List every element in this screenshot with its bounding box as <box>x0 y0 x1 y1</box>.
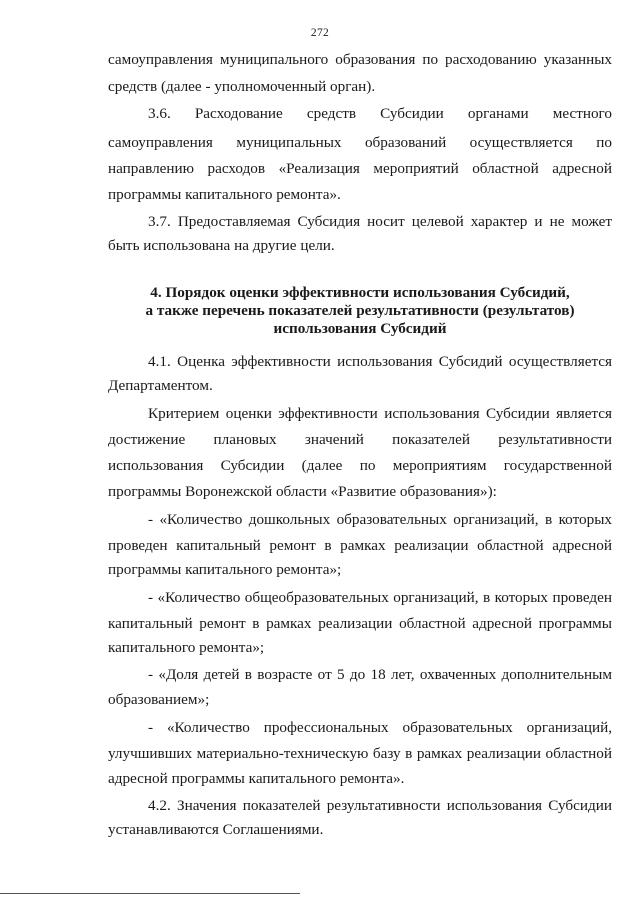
text-line: 3.7. Предоставляемая Субсидия носит целевой характер и не может <box>148 213 612 230</box>
text-line: направлению расходов «Реализация мероприятий областной адресной <box>108 160 612 177</box>
text-line: - «Количество общеобразовательных организаций, в которых проведен <box>148 589 612 606</box>
text-line: - «Количество профессиональных образовательных организаций, <box>148 719 612 736</box>
text-line: самоуправления муниципального образования по расходованию указанных <box>108 51 612 68</box>
text-line: 4.2. Значения показателей результативности использования Субсидии <box>148 797 612 814</box>
text-line: капитального ремонта»; <box>108 639 265 656</box>
text-line: программы капитального ремонта». <box>108 186 341 203</box>
text-line: самоуправления муниципальных образований осуществляется по <box>108 134 612 151</box>
text-line: адресной программы капитального ремонта». <box>108 770 405 787</box>
text-line: Критерием оценки эффективности использования Субсидии является <box>148 405 612 422</box>
text-line: использования Субсидии (далее по мероприятиям государственной <box>108 457 612 474</box>
text-line: - «Количество дошкольных образовательных организаций, в которых <box>148 511 612 528</box>
heading-line: использования Субсидий <box>273 320 447 337</box>
bottom-divider <box>0 893 300 894</box>
page-number: 272 <box>310 27 330 39</box>
text-line: проведен капитальный ремонт в рамках реализации областной адресной <box>108 537 612 554</box>
text-line: Департаментом. <box>108 377 213 394</box>
heading-line: 4. Порядок оценки эффективности использования Субсидий, <box>150 284 570 301</box>
text-line: - «Доля детей в возрасте от 5 до 18 лет, охваченных дополнительным <box>148 666 612 683</box>
text-line: 3.6. Расходование средств Субсидии органами местного <box>148 105 612 122</box>
heading-line: а также перечень показателей результативности (результатов) <box>145 302 575 319</box>
text-line: программы Воронежской области «Развитие образования»): <box>108 483 497 500</box>
text-line: быть использована на другие цели. <box>108 237 335 254</box>
text-line: программы капитального ремонта»; <box>108 561 342 578</box>
text-line: средств (далее - уполномоченный орган). <box>108 78 376 95</box>
text-line: капитальный ремонт в рамках реализации областной адресной программы <box>108 615 612 632</box>
text-line: устанавливаются Соглашениями. <box>108 821 324 838</box>
text-line: достижение плановых значений показателей результативности <box>108 431 612 448</box>
text-line: образованием»; <box>108 691 210 708</box>
text-line: улучшивших материально-техническую базу в рамках реализации областной <box>108 745 612 762</box>
text-line: 4.1. Оценка эффективности использования Субсидий осуществляется <box>148 353 612 370</box>
